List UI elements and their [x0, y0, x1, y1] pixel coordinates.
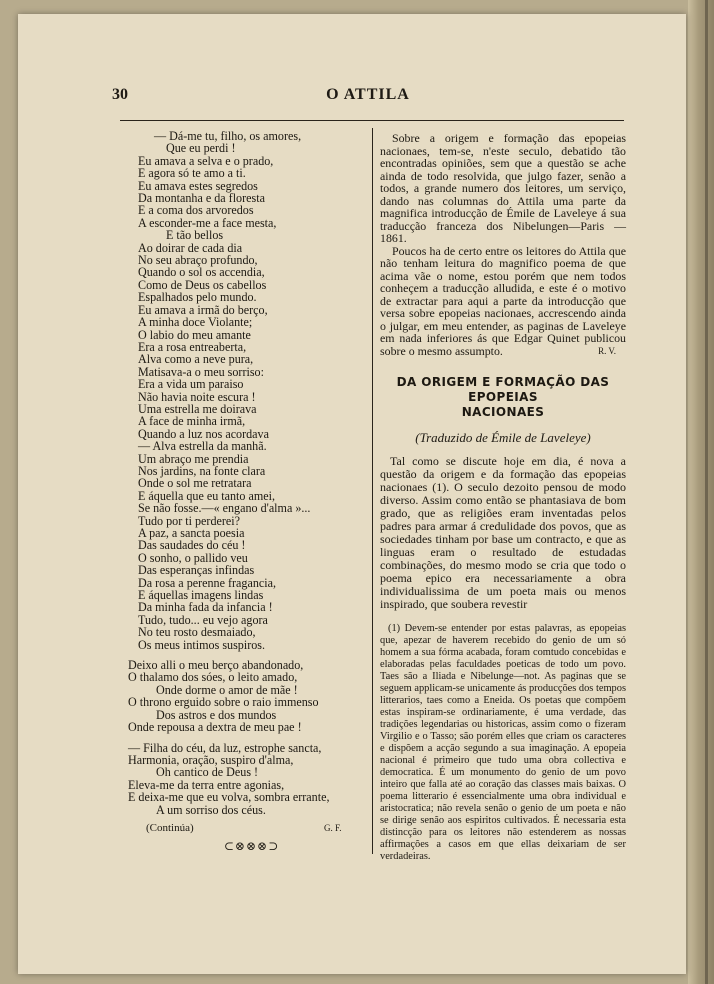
poem-line: Uma estrella me doirava — [138, 401, 257, 416]
page-header — [112, 86, 624, 106]
section-title — [380, 375, 626, 420]
poem-line: Deixo alli o meu berço abandonado, — [128, 658, 304, 673]
poem-line: E agora só te amo a ti. — [138, 166, 246, 181]
poem-stanza-2 — [128, 659, 366, 733]
poem-footer — [138, 822, 366, 836]
poem-line: O sonho, o pallido veu — [138, 550, 248, 565]
column-divider — [372, 128, 373, 854]
spine-edge — [705, 0, 708, 984]
ornament-divider: ⊂⊗⊗⊗⊃ — [224, 838, 280, 853]
poem-line: Que eu perdi ! — [166, 141, 236, 156]
poem-line: Não havia noite escura ! — [138, 389, 256, 404]
poem-line: Quando a luz nos acordava — [138, 426, 269, 441]
intro-paragraph-2-text: Poucos ha de certo entre os leitores do Attila que não tenham leitura do magnifico poema de que acima vãe o nome, estou porém que nem todos conheçem a traducção alludida, e este é o motivo de extractar para aqui a parte da introducção que versa sobre epopeias nacionaes, accrescendo ainda o julgar, em meu entender, as paginas de Laveleye em nada inferiores ás que Edgar Quinet publicou sobre o mesmo assumpto. — [380, 243, 626, 358]
poem-line: Eu amava a selva e o prado, — [138, 153, 274, 168]
poem-line: Quando o sol os accendia, — [138, 265, 265, 280]
poem-line: Onde dorme o amor de mãe ! — [156, 682, 298, 697]
poem-column — [128, 129, 366, 853]
poem-line: Nos jardins, na fonte clara — [138, 463, 266, 478]
poem-line: A um sorriso dos céus. — [156, 802, 266, 817]
poem-line: No teu rosto desmaiado, — [138, 625, 256, 640]
section-title-line-1: DA ORIGEM E FORMAÇÃO DAS EPOPEIAS — [396, 375, 610, 404]
poem-line: A face de minha irmã, — [138, 414, 246, 429]
header-rule — [120, 120, 624, 121]
poem-line: Harmonia, oração, suspiro d'alma, — [128, 752, 294, 767]
poem-line: Onde o sol me retratara — [138, 476, 252, 491]
poem-stanza-1 — [138, 130, 366, 651]
body-paragraph: Tal como se discute hoje em dia, é nova a questão da origem e da formação das epopeias nacionaes (1). O seculo dezoito pensou de modo diverso. Assim como então se phantasiava de bom grado, que as religiões eram inventadas pelos padres para armar á credulidade dos povos, que as sociedades tinham por base um contracto, e que as linguas eram o resultado de estudadas combinações, do mesmo modo se cria que todo o poema epico era necessariamente a obra individualissima de um poeta mais ou menos inspirado, que soubera revestir — [380, 453, 626, 611]
poem-line: Dos astros e dos mundos — [156, 707, 277, 722]
poem-line: Eu amava estes segredos — [138, 178, 258, 193]
book-spine — [688, 0, 714, 984]
poem-line: Se não fosse.—« engano d'alma »... — [138, 501, 311, 516]
poem-line: Espalhados pelo mundo. — [138, 290, 257, 305]
section-subtitle: (Traduzido de Émile de Laveleye) — [415, 430, 591, 445]
poem-line: Onde repousa a dextra de meu pae ! — [128, 720, 302, 735]
poem-line: O throno erguido sobre o raio immenso — [128, 695, 319, 710]
poem-line: E deixa-me que eu volva, sombra errante, — [128, 790, 330, 805]
poem-line: No seu abraço profundo, — [138, 253, 258, 268]
poem-stanza-3 — [128, 742, 366, 816]
article-column — [380, 132, 626, 874]
poem-line: Tudo, tudo... eu vejo agora — [138, 612, 268, 627]
poem-line: Era a vida um paraiso — [138, 377, 244, 392]
poem-line: E áquella que eu tanto amei, — [138, 488, 276, 503]
poem-line: — Alva estrella da manhã. — [138, 439, 267, 454]
poem-line: O thalamo dos sóes, o leito amado, — [128, 670, 298, 685]
poem-signature: G. F. — [324, 822, 342, 833]
poem-line: — Filha do céu, da luz, estrophe sancta, — [128, 740, 322, 755]
poem-line: — Dá-me tu, filho, os amores, — [154, 129, 302, 143]
footnote: (1) Devem-se entender por estas palavras, as epopeias que, apezar de haverem recebido do genio de um só homem a sua fórma acabada, foram comtudo concebidas e elaboradas pelas faculdades poeticas de todo um povo. Taes são a Iliada e Nibelunge—not. As paginas que se seguem applicam-se unicamente ás producções dos tempos litterarios, taes como a Eneida. Os poetas que compõem estas inspiram-se ordinariamente, é uma verdade, das tradições legendarias ou historicas, assim como o fizeram Virgilio e o Tasso; são porém elles que criam os caracteres e dispõem a acção segundo a sua imaginação. A epopeia nacional é primeiro que tudo uma obra collectiva e democratica. É um monumento do genio de um povo inteiro que falla até ao coração das classes mais baixas. O poema litterario é essencialmente uma obra individual e aristocratica; não revela senão o genio de um poeta e não se dirige senão aos espiritos cultivados. É necessaria esta distincção para os leitores não estenderem as nossas affirmações a casos em que ellas deixariam de ser verdadeiras. — [380, 622, 626, 863]
intro-signature: R. V. — [598, 345, 616, 356]
intro-paragraph-2 — [380, 245, 626, 358]
page-number: 30 — [112, 86, 128, 103]
journal-title: O ATTILA — [326, 86, 410, 103]
poem-line: O labio do meu amante — [138, 327, 251, 342]
poem-line: Oh cantico de Deus ! — [156, 765, 259, 780]
poem-line: Ao doirar de cada dia — [138, 240, 243, 255]
poem-line: Os meus intimos suspiros. — [138, 637, 265, 652]
poem-line: A paz, a sancta poesia — [138, 526, 245, 540]
poem-line: Como de Deus os cabellos — [138, 277, 267, 292]
poem-line: Era a rosa entreaberta, — [138, 339, 247, 354]
poem-line: Alva como a neve pura, — [138, 352, 254, 367]
section-title-line-2: NACIONAES — [461, 405, 545, 419]
poem-line: E a coma dos arvoredos — [138, 203, 254, 218]
poem-line: Um abraço me prendia — [138, 451, 249, 466]
poem-line: Das saudades do céu ! — [138, 538, 246, 553]
poem-line: E tão bellos — [166, 228, 224, 243]
intro-paragraph-1: Sobre a origem e formação das epopeias nacionaes, tem-se, n'este seculo, debatido tão encontradas opiniões, sem que a questão se ache ainda de todo resolvida, que julgo fazer, senão a todos, a grande numero dos leitores, um serviço, dando nas columnas do Attila uma parte da magnifica introducção de Émile de Laveleye á sua traducção franceza dos Nibelungen—Paris — 1861. — [380, 131, 626, 245]
continua-label: (Continúa) — [146, 821, 194, 834]
poem-line: A minha doce Violante; — [138, 315, 253, 330]
poem-line: A esconder-me a face mesta, — [138, 215, 277, 230]
poem-line: E áquellas imagens lindas — [138, 588, 264, 603]
poem-line: Da montanha e da floresta — [138, 191, 265, 206]
poem-line: Da minha fada da infancia ! — [138, 600, 273, 615]
poem-line: Eu amava a irmã do berço, — [138, 302, 268, 317]
poem-line: Da rosa a perenne fragancia, — [138, 575, 276, 590]
poem-line: Das esperanças infindas — [138, 563, 255, 578]
poem-line: Tudo por ti perderei? — [138, 513, 240, 528]
poem-line: Eleva-me da terra entre agonias, — [128, 777, 285, 792]
poem-line: Matisava-a o meu sorriso: — [138, 364, 264, 379]
